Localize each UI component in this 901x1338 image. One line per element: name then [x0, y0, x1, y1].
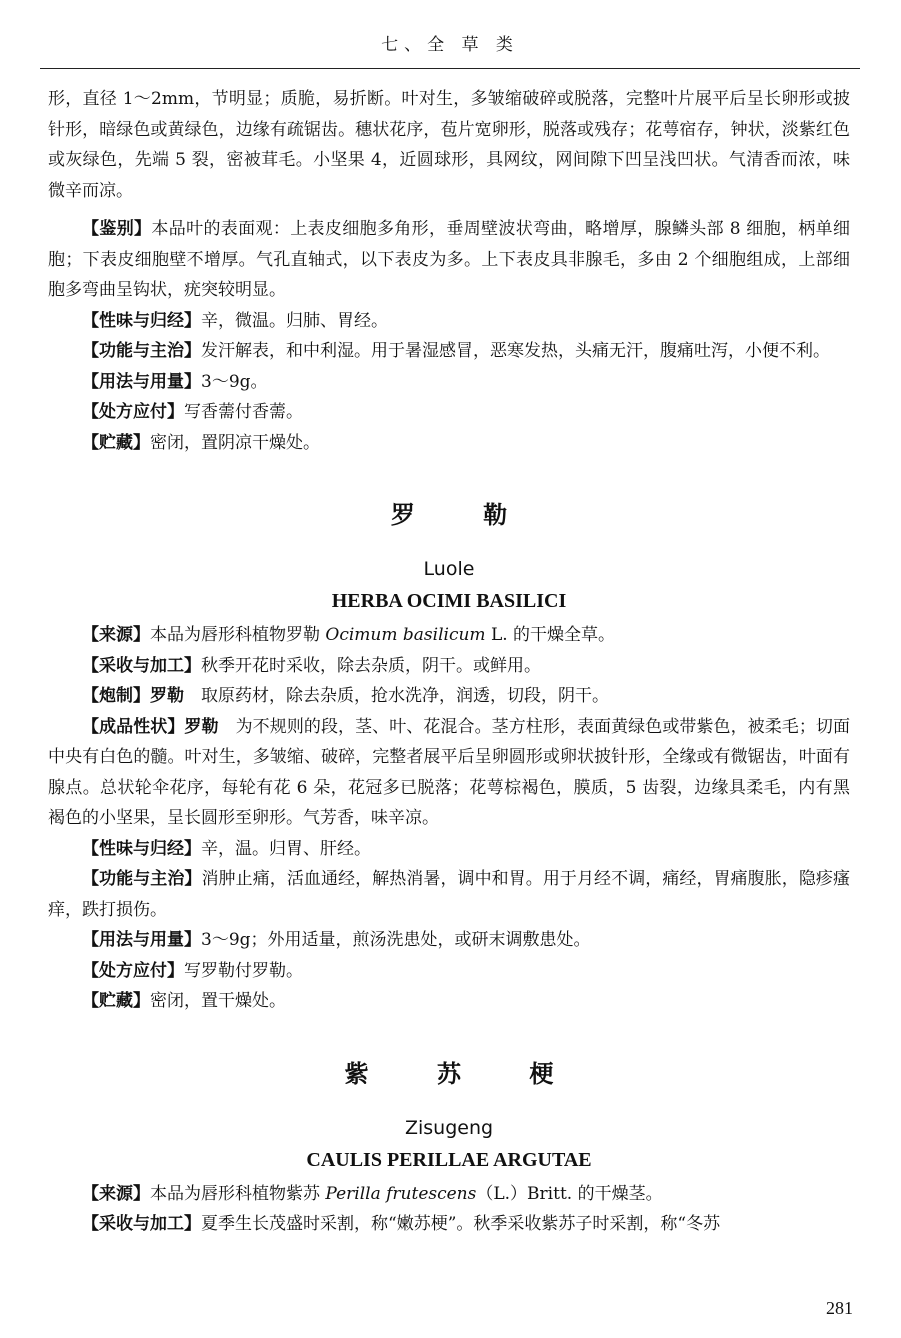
section-tag: 【功能与主治】: [82, 869, 202, 889]
entry-latin-zisugeng: CAULIS PERILLAE ARGUTAE: [306, 1148, 592, 1171]
section-text: 辛，微温。归肺、胃经。: [201, 310, 388, 331]
section-text: 发汗解表，和中利湿。用于暑湿感冒，恶寒发热，头痛无汗，腹痛吐泻，小便不利。: [201, 341, 830, 361]
species-name: Ocimum basilicum: [325, 625, 486, 645]
section-tag: 【鉴别】: [82, 219, 152, 239]
section-text: 为不规则的段，茎、叶、花混合。茎方柱形，表面黄绿色或带紫色，被柔毛；切面中央有白色的髓。叶对生，多皱缩、破碎，完整者展平后呈卵圆形或卵状披针形，全缘或有微锯齿，叶面有腺点。总状轮伞花序，每轮有花 6 朵，花冠多已脱落；花萼棕褐色，膜质，5 齿裂，边缘具柔毛，内有黑褐色的小坚果，呈长圆形至卵形。气芳香，味辛凉。: [48, 716, 850, 828]
section-tag: 【性味与归经】: [82, 310, 201, 331]
section-tag: 【采收与加工】: [82, 1214, 201, 1234]
section-tag: 【处方应付】: [82, 402, 184, 422]
section-tag: 【成品性状】罗勒: [82, 716, 219, 737]
entry-pinyin-zisugeng: Zisugeng: [404, 1116, 494, 1139]
section-tag: 【性味与归经】: [82, 838, 201, 859]
section-text: 密闭，置干燥处。: [150, 991, 286, 1011]
luole-paozhi: [48, 681, 850, 712]
section-text: 秋季开花时采收，除去杂质，阴干。或鲜用。: [201, 655, 541, 676]
section-text: 本品为唇形科植物紫苏: [150, 1183, 326, 1204]
species-name: Perilla frutescens: [325, 1183, 477, 1204]
section-text: 3～9g。: [201, 371, 268, 392]
section-tag: 【功能与主治】: [82, 341, 201, 361]
luole-caishou: [48, 651, 850, 682]
section-text: L. 的干燥全草。: [485, 625, 616, 645]
section-text: 辛，温。归胃、肝经。: [201, 838, 371, 859]
continued-paragraph: 形，直径 1～2mm，节明显；质脆，易折断。叶对生，多皱缩破碎或脱落，完整叶片展平后呈长卵形或披针形，暗绿色或黄绿色，边缘有疏锯齿。穗状花序，苞片宽卵形，脱落或残存；花萼宿存，钟状，淡紫红色或灰绿色，先端 5 裂，密被茸毛。小坚果 4，近圆球形，具网纹，网间隙下凹呈浅凹状。气清香而浓，味微辛而凉。: [48, 89, 850, 201]
header-rule: [40, 68, 860, 69]
page-number: 281: [826, 1298, 853, 1318]
section-tag: 【贮藏】: [82, 432, 150, 453]
section-text: 本品叶的表面观：上表皮细胞多角形，垂周壁波状弯曲，略增厚，腺鳞头部 8 细胞，柄单细胞；下表皮细胞壁不增厚。气孔直轴式，以下表皮为多。上下表皮具非腺毛，多由 2 个细胞组成，上部细胞多弯曲呈钩状，疣突较明显。: [48, 219, 851, 300]
section-text: 本品为唇形科植物罗勒: [150, 625, 326, 645]
section-text: （L.）Britt. 的干燥茎。: [476, 1183, 663, 1204]
section-text: 写香薷付香薷。: [184, 402, 303, 422]
section-text: 3～9g；外用适量，煎汤洗患处，或研末调敷患处。: [201, 930, 591, 950]
section-tag: 【用法与用量】: [82, 930, 201, 950]
zisugeng-caishou: [48, 1209, 850, 1240]
luole-xingzhuang: [48, 712, 850, 834]
page-content: [48, 84, 850, 1240]
luole-zhucang: [48, 986, 850, 1017]
section-tag: 【用法与用量】: [82, 371, 201, 392]
section-text: 写罗勒付罗勒。: [184, 960, 303, 981]
section-tag: 【贮藏】: [82, 991, 150, 1011]
luole-gongneng: [48, 864, 850, 925]
prev-jianbie: [48, 214, 850, 306]
section-text: 密闭，置阴凉干燥处。: [150, 432, 320, 453]
section-text: 取原药材，除去杂质，抢水洗净，润透，切段，阴干。: [184, 686, 609, 706]
running-header: 七、全 草 类: [381, 35, 519, 55]
section-text: 消肿止痛，活血通经，解热消暑，调中和胃。用于月经不调，痛经，胃痛腹胀，隐疹瘙痒，跌打损伤。: [48, 869, 851, 920]
luole-chufang: [48, 956, 850, 987]
entry-title-luole: 罗 勒: [390, 501, 538, 529]
prev-xingwei: [48, 306, 850, 337]
prev-zhucang: [48, 428, 850, 459]
section-tag: 【采收与加工】: [82, 655, 201, 676]
zisugeng-laiyuan: [48, 1179, 850, 1210]
section-tag: 【炮制】罗勒: [82, 686, 184, 706]
prev-chufang: [48, 397, 850, 428]
luole-yongfa: [48, 925, 850, 956]
prev-yongfa: [48, 367, 850, 398]
entry-title-zisugeng: 紫 苏 梗: [344, 1059, 584, 1088]
entry-pinyin-luole: Luole: [423, 558, 475, 580]
luole-xingwei: [48, 834, 850, 865]
section-tag: 【来源】: [82, 1183, 150, 1204]
section-text: 夏季生长茂盛时采割，称“嫩苏梗”。秋季采收紫苏子时采割，称“冬苏: [201, 1214, 721, 1234]
section-tag: 【处方应付】: [82, 960, 184, 981]
entry-latin-luole: HERBA OCIMI BASILICI: [331, 590, 567, 612]
section-tag: 【来源】: [82, 625, 150, 645]
prev-gongneng: [48, 336, 850, 367]
luole-laiyuan: [48, 620, 850, 651]
